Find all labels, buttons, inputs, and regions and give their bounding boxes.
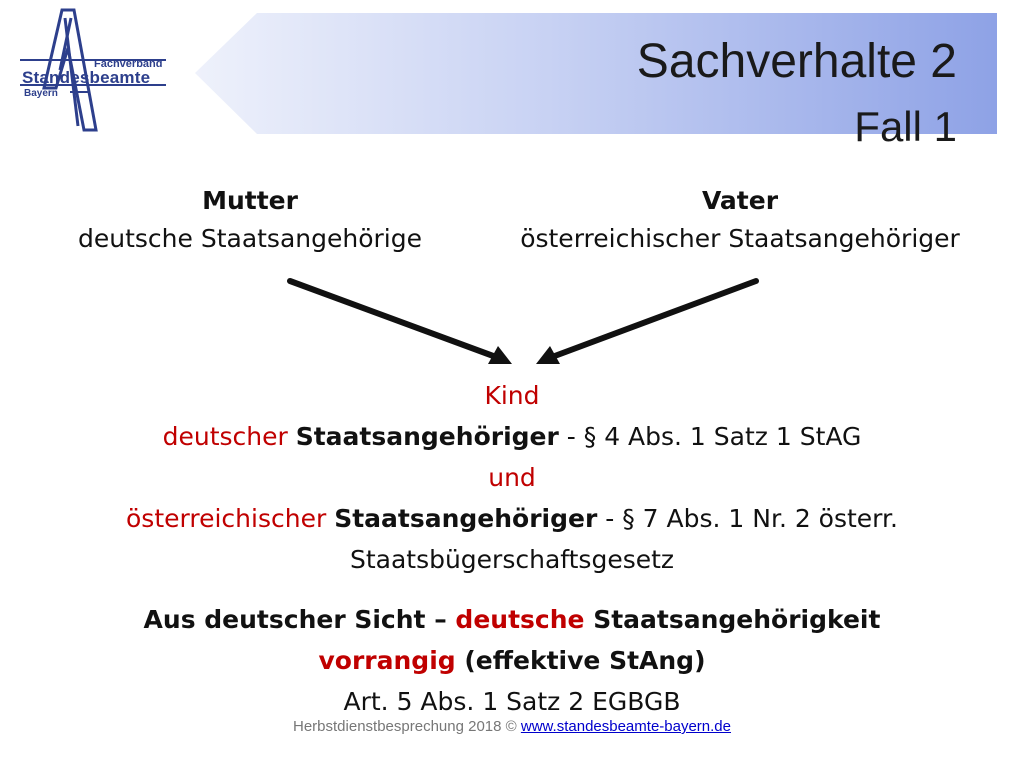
page-title: Sachverhalte 2 — [636, 35, 957, 88]
conclusion-block — [40, 599, 984, 722]
father-nationality: österreichischer Staatsangehöriger — [520, 224, 960, 253]
conclusion-line-1 — [40, 599, 984, 640]
child-line-2-bold: Staatsangehöriger — [334, 504, 598, 533]
footer-link[interactable]: www.standesbeamte-bayern.de — [520, 718, 731, 735]
arrow-father-to-child — [552, 281, 756, 357]
footer — [0, 718, 1024, 735]
logo-main-text: Standesbeamte — [22, 68, 151, 87]
conclusion-line-3: Art. 5 Abs. 1 Satz 2 EGBGB — [343, 687, 681, 716]
logo-top-text: Fachverband — [94, 58, 163, 70]
child-label: Kind — [484, 381, 540, 410]
child-connector: und — [488, 463, 536, 492]
logo-bottom-text: Bayern — [24, 88, 58, 99]
child-line-2 — [40, 498, 984, 580]
conclusion-line-1-red: deutsche — [455, 605, 585, 634]
child-line-2-rest: - § 7 Abs. 1 Nr. 2 österr. Staatsbügerschaftsgesetz — [349, 504, 898, 574]
arrow-mother-to-child — [290, 281, 496, 357]
conclusion-line-2-red: vorrangig — [318, 646, 456, 675]
child-line-1 — [40, 416, 984, 457]
page-subtitle: Fall 1 — [854, 103, 957, 150]
conclusion-line-1-a: Aus deutscher Sicht – — [143, 605, 456, 634]
mother-nationality: deutsche Staatsangehörige — [77, 224, 422, 253]
conclusion-line-2 — [40, 640, 984, 681]
child-line-1-rest: - § 4 Abs. 1 Satz 1 StAG — [558, 422, 862, 451]
footer-text: Herbstdienstbesprechung 2018 © — [293, 718, 521, 735]
conclusion-line-2-b: (effektive StAng) — [455, 646, 706, 675]
child-block — [40, 375, 984, 580]
child-line-1-bold: Staatsangehöriger — [295, 422, 559, 451]
child-line-2-red: österreichischer — [126, 504, 327, 533]
conclusion-line-1-b: Staatsangehörigkeit — [584, 605, 881, 634]
father-label: Vater — [701, 186, 779, 215]
mother-label: Mutter — [202, 186, 298, 215]
child-line-1-red: deutscher — [162, 422, 288, 451]
